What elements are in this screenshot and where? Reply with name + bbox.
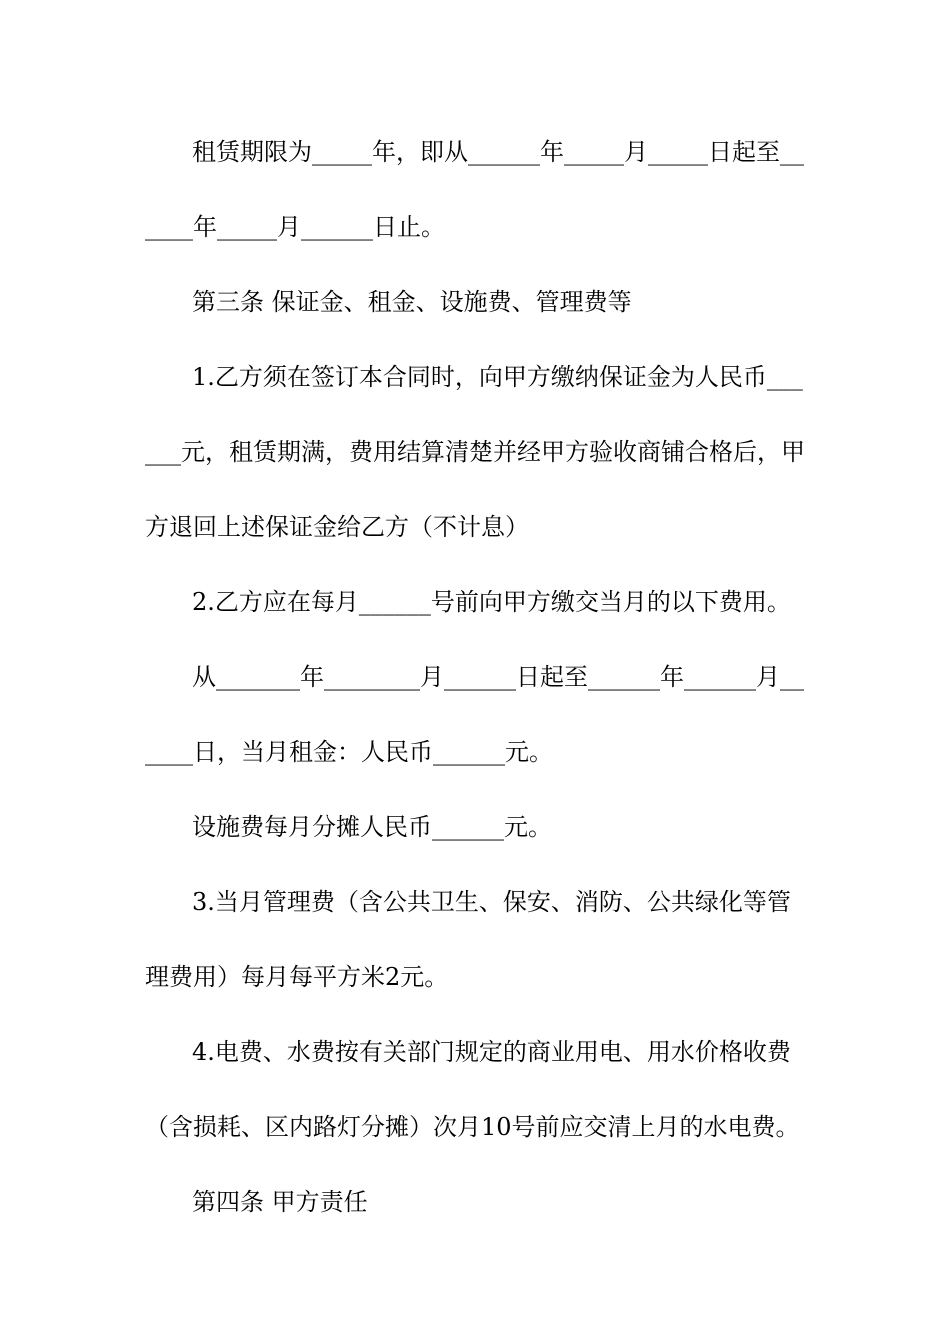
facility-fee-line: 设施费每月分摊人民币______元。 — [192, 813, 552, 841]
article-3-heading: 第三条 保证金、租金、设施费、管理费等 — [192, 288, 632, 316]
clause-4-line-2: （含损耗、区内路灯分摊）次月10号前应交清上月的水电费。 — [145, 1113, 800, 1141]
rent-period-line-2: ____日，当月租金：人民币______元。 — [145, 738, 553, 766]
clause-3-line-1: 3.当月管理费（含公共卫生、保安、消防、公共绿化等管 — [192, 888, 791, 916]
clause-1-line-3: 方退回上述保证金给乙方（不计息） — [145, 513, 529, 541]
article-4-heading: 第四条 甲方责任 — [192, 1188, 368, 1216]
lease-term-line-2: ____年_____月______日止。 — [145, 213, 445, 241]
rent-period-line-1: 从_______年________月______日起至______年______月__ — [192, 663, 804, 691]
clause-4-line-1: 4.电费、水费按有关部门规定的商业用电、用水价格收费 — [192, 1038, 791, 1066]
clause-3-line-2: 理费用）每月每平方米2元。 — [145, 963, 449, 991]
clause-1-line-2: ___元，租赁期满，费用结算清楚并经甲方验收商铺合格后，甲 — [145, 438, 805, 466]
lease-term-line-1: 租赁期限为_____年，即从______年_____月_____日起至__ — [192, 138, 804, 166]
clause-1-line-1: 1.乙方须在签订本合同时，向甲方缴纳保证金为人民币___ — [192, 363, 803, 391]
clause-2-line-1: 2.乙方应在每月______号前向甲方缴交当月的以下费用。 — [192, 588, 791, 616]
